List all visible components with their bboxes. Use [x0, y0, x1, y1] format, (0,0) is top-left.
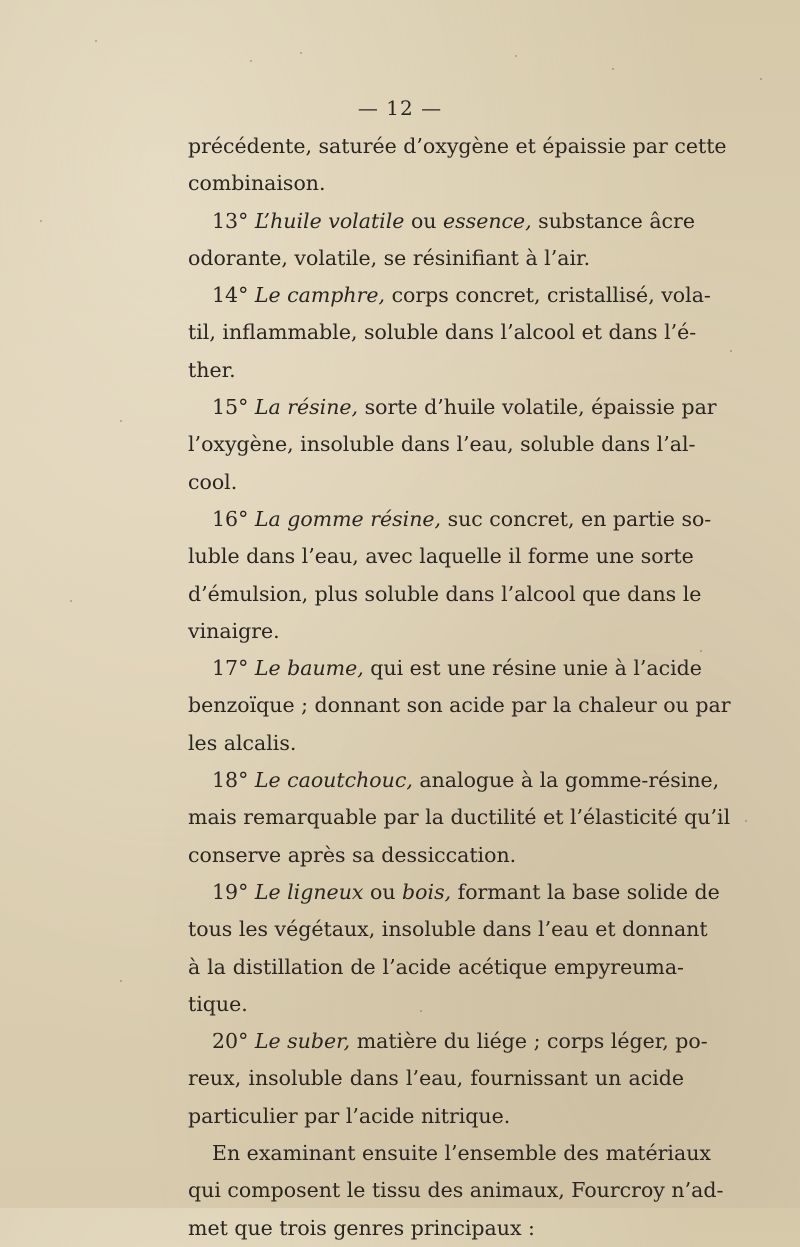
text-line — [188, 1060, 684, 1097]
text-line — [188, 277, 711, 314]
text-line — [188, 949, 684, 986]
text-line — [188, 464, 684, 501]
text-run: 20° — [212, 1029, 255, 1054]
text-line — [188, 1135, 711, 1172]
text-run: d’émulsion, plus soluble dans l’alcool que dans le — [188, 581, 702, 606]
text-line — [188, 128, 727, 165]
paper-speck — [250, 60, 252, 62]
paper-speck — [700, 650, 702, 652]
text-line — [188, 650, 702, 687]
text-run: odorante, volatile, se résinifiant à l’air. — [188, 245, 591, 270]
text-run: tique. — [188, 991, 248, 1016]
italic-term: Le camphre, — [254, 283, 386, 308]
text-run: luble dans l’eau, avec laquelle il forme une sorte — [188, 544, 694, 569]
text-line — [188, 613, 684, 650]
text-run: cool. — [188, 469, 238, 494]
paper-speck — [760, 78, 762, 80]
text-line — [188, 576, 702, 613]
italic-term: bois, — [402, 879, 452, 904]
text-run: 19° — [212, 879, 255, 904]
text-line — [188, 203, 695, 240]
text-run: analogue à la gomme-résine, — [412, 768, 720, 793]
text-line — [188, 837, 684, 874]
text-run: sorte d’huile volatile, épaissie par — [358, 395, 717, 420]
text-run: formant la base solide de — [451, 879, 720, 904]
text-line — [188, 687, 731, 724]
italic-term: essence, — [443, 208, 532, 233]
paper-speck — [70, 600, 72, 602]
text-run: suc concret, en partie so- — [441, 506, 712, 531]
text-run: les alcalis. — [188, 730, 297, 755]
italic-term: Le suber, — [254, 1029, 351, 1054]
text-run: matière du liége ; corps léger, po- — [350, 1029, 708, 1054]
text-line — [188, 501, 712, 538]
text-run: l’oxygène, insoluble dans l’eau, soluble dans l’al- — [188, 432, 696, 457]
text-run: En examinant ensuite l’ensemble des matériaux — [212, 1141, 711, 1166]
text-run: 15° — [212, 395, 255, 420]
text-run: ther. — [188, 357, 236, 382]
text-run: mais remarquable par la ductilité et l’élasticité qu’il — [188, 805, 731, 830]
paper-speck — [120, 980, 122, 982]
italic-term: Le baume, — [254, 656, 364, 681]
italic-term: Le ligneux — [254, 879, 364, 904]
paper-speck — [300, 52, 302, 54]
text-run: reux, insoluble dans l’eau, fournissant un acide — [188, 1066, 684, 1091]
italic-term: La gomme résine, — [254, 506, 442, 531]
paper-speck — [40, 220, 42, 222]
text-line — [188, 874, 720, 911]
paper-speck — [420, 1010, 422, 1012]
text-run: met que trois genres principaux : — [188, 1215, 535, 1240]
paper-speck — [655, 1150, 657, 1152]
text-line — [188, 986, 684, 1023]
text-line — [188, 389, 717, 426]
text-line — [188, 352, 684, 389]
text-line — [188, 426, 696, 463]
text-run: til, inflammable, soluble dans l’alcool et dans l’é- — [188, 320, 697, 345]
text-line — [188, 799, 731, 836]
paper-speck — [515, 55, 517, 57]
text-line — [188, 725, 684, 762]
text-line — [188, 1098, 684, 1135]
text-line — [188, 911, 708, 948]
text-run: 13° — [212, 208, 255, 233]
text-run: précédente, saturée d’oxygène et épaissie par cette — [188, 134, 727, 158]
italic-term: Le caoutchouc, — [254, 768, 413, 793]
text-line — [188, 1023, 708, 1060]
page-number: — 12 — — [357, 96, 443, 120]
text-run: à la distillation de l’acide acétique empyreuma- — [188, 954, 684, 979]
text-line — [188, 165, 684, 202]
text-run: benzoïque ; donnant son acide par la chaleur ou par — [188, 693, 731, 718]
text-run: 16° — [212, 506, 255, 531]
text-run: 17° — [212, 656, 255, 681]
text-run: substance âcre — [531, 208, 695, 233]
text-run: vinaigre. — [188, 618, 280, 643]
text-line — [188, 1172, 724, 1209]
text-line — [188, 762, 720, 799]
paper-speck — [730, 350, 732, 352]
text-run: 14° — [212, 283, 255, 308]
text-run: corps concret, cristallisé, vola- — [385, 283, 711, 308]
text-run: particulier par l’acide nitrique. — [188, 1103, 511, 1128]
italic-term: La résine, — [254, 395, 359, 420]
paper-speck — [745, 820, 747, 822]
italic-term: L’huile volatile — [254, 208, 405, 233]
body-text — [188, 128, 731, 1247]
text-line — [188, 1210, 684, 1247]
text-line — [188, 314, 697, 351]
paper-speck — [612, 68, 614, 70]
paper-speck — [95, 40, 97, 42]
text-run: qui composent le tissu des animaux, Fourcroy n’ad- — [188, 1178, 724, 1203]
text-run: ou — [363, 879, 403, 904]
text-run: combinaison. — [188, 171, 326, 196]
text-run: conserve après sa dessiccation. — [188, 842, 517, 867]
text-line — [188, 240, 684, 277]
text-line — [188, 538, 694, 575]
paper-speck — [120, 420, 122, 422]
text-run: 18° — [212, 768, 255, 793]
text-run: qui est une résine unie à l’acide — [363, 656, 702, 681]
text-run: ou — [404, 208, 444, 233]
text-run: tous les végétaux, insoluble dans l’eau et donnant — [188, 917, 708, 942]
